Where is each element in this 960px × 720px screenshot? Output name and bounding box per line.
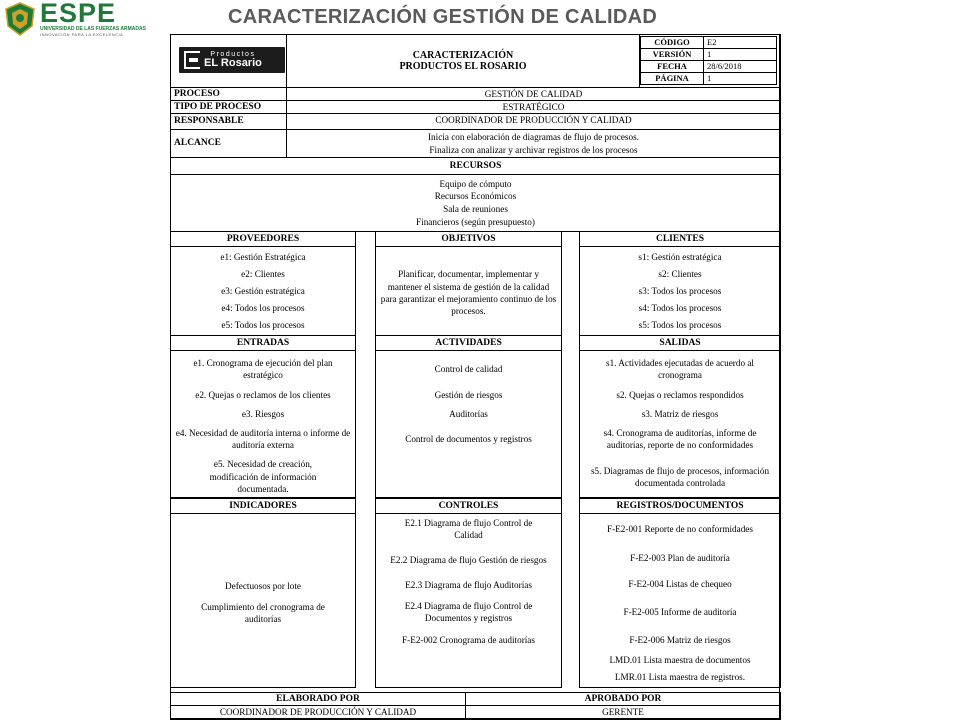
elaborado-value: COORDINADOR DE PRODUCCIÓN Y CALIDAD [170, 705, 466, 720]
meta-label-pagina: PÁGINA [640, 72, 704, 85]
entradas-list [171, 353, 355, 499]
recursos-list [170, 174, 781, 232]
proveedor-item: e4: Todos los procesos [221, 303, 305, 314]
company-logo-icon [184, 51, 200, 69]
registros-header: REGISTROS/DOCUMENTOS [579, 498, 781, 514]
meta-label-version: VERSIÓN [640, 48, 704, 61]
objetivos-header: OBJETIVOS [375, 231, 562, 247]
actividades-header: ACTIVIDADES [375, 335, 562, 351]
entrada-item: e3. Riesgos [241, 408, 285, 419]
meta-value-fecha: 28/6/2018 [703, 60, 777, 73]
registro-item: F-E2-003 Plan de auditoría [630, 552, 730, 563]
entrada-item: e5. Necesidad de creación, modificación de información documentada. [209, 459, 317, 495]
company-logo-name: EL Rosario [204, 56, 262, 69]
elaborado-label: ELABORADO POR [170, 692, 466, 706]
actividad-item: Control de calidad [434, 363, 503, 374]
entrada-item: e1. Cronograma de ejecución del plan estratégico [193, 357, 333, 380]
entrada-item: e4. Necesidad de auditoría interna o informe de auditoría externa [175, 427, 351, 450]
document-title-line1: CARACTERIZACIÓN [412, 49, 514, 61]
recurso-item: Recursos Económicos [434, 191, 517, 202]
entradas-header: ENTRADAS [170, 335, 356, 351]
indicadores-list [171, 578, 355, 631]
indicadores-header: INDICADORES [170, 498, 356, 514]
document-title-line2: PRODUCTOS EL ROSARIO [399, 61, 527, 72]
recurso-item: Sala de reuniones [443, 204, 508, 214]
registro-item: F-E2-006 Matriz de riesgos [629, 634, 731, 645]
actividad-item: Auditorías [449, 408, 488, 419]
cliente-item: s3: Todos los procesos [638, 286, 722, 297]
document-title [286, 34, 640, 88]
cliente-item: s2: Clientes [658, 269, 702, 280]
controles-header: CONTROLES [375, 498, 562, 514]
proceso-label: PROCESO [170, 87, 287, 101]
salida-item: s3. Matriz de riesgos [641, 408, 719, 419]
salidas-list [580, 353, 780, 499]
salida-item: s1. Actividades ejecutadas de acuerdo al cronograma [606, 357, 754, 380]
registro-item: F-E2-004 Listas de chequeo [628, 578, 732, 589]
espe-emblem-icon [4, 2, 36, 36]
controles-list [376, 514, 561, 650]
entrada-item: e2. Quejas o reclamos de los clientes [195, 389, 331, 400]
alcance-line2: Finaliza con analizar y archivar registros de los procesos [429, 144, 638, 155]
logo-subtitle: UNIVERSIDAD DE LAS FUERZAS ARMADAS [40, 26, 146, 32]
espe-logo [4, 2, 154, 36]
actividad-item: Control de documentos y registros [405, 433, 532, 444]
salida-item: s5. Diagramas de flujo de procesos, información documentada controlada [590, 465, 770, 488]
control-item: E2.3 Diagrama de flujo Auditorías [405, 579, 532, 590]
proveedor-item: e1: Gestión Estratégica [220, 252, 306, 263]
meta-label-fecha: FECHA [640, 60, 704, 73]
salida-item: s2. Quejas o reclamos respondidos [616, 389, 744, 400]
actividad-item: Gestión de riesgos [434, 389, 503, 400]
cliente-item: s5: Todos los procesos [638, 320, 722, 331]
indicador-item: Cumplimiento del cronograma de auditorías [201, 601, 325, 624]
registros-list [580, 514, 780, 686]
control-item: F-E2-002 Cronograma de auditorías [402, 634, 535, 645]
meta-value-version: 1 [703, 48, 777, 61]
registro-item: F-E2-001 Reporte de no conformidades [607, 523, 753, 534]
tipo-proceso-value: ESTRATÉGICO [286, 100, 781, 114]
cliente-item: s1: Gestión estratégica [638, 252, 722, 263]
alcance-value [286, 129, 781, 158]
recurso-item: Equipo de cómputo [439, 178, 512, 189]
registro-item: F-E2-005 Informe de auditoría [623, 606, 737, 617]
aprobado-value: GERENTE [465, 705, 781, 720]
proveedor-item: e5: Todos los procesos [221, 320, 305, 331]
proveedor-item: e3: Gestión estratégica [221, 286, 305, 297]
logo-tagline: INNOVACIÓN PARA LA EXCELENCIA [40, 32, 124, 37]
clientes-list [580, 249, 780, 334]
company-logo [179, 47, 285, 73]
registro-item: LMD.01 Lista maestra de documentos [609, 655, 751, 666]
salida-item: s4. Cronograma de auditorías, informe de auditorías, reporte de no conformidades [603, 427, 757, 450]
aprobado-label: APROBADO POR [465, 692, 781, 706]
logo-wordmark: ESPE [40, 0, 117, 28]
proceso-value: GESTIÓN DE CALIDAD [286, 87, 781, 101]
actividades-list [376, 353, 561, 455]
proveedores-list [171, 249, 355, 334]
responsable-label: RESPONSABLE [170, 113, 287, 130]
tipo-proceso-label: TIPO DE PROCESO [170, 100, 287, 114]
recurso-item: Financieros (según presupuesto) [416, 216, 535, 227]
page-title: CARACTERIZACIÓN GESTIÓN DE CALIDAD [228, 6, 658, 28]
salidas-header: SALIDAS [579, 335, 781, 351]
control-item: E2.1 Diagrama de flujo Control de Calidad [404, 517, 533, 540]
indicador-item: Defectuosos por lote [224, 581, 302, 592]
control-item: E2.4 Diagrama de flujo Control de Documentos y registros [404, 600, 533, 623]
responsable-value: COORDINADOR DE PRODUCCIÓN Y CALIDAD [286, 113, 781, 130]
meta-value-codigo: E2 [703, 36, 777, 49]
proveedores-header: PROVEEDORES [170, 231, 356, 247]
recursos-header: RECURSOS [170, 157, 781, 175]
clientes-header: CLIENTES [579, 231, 781, 247]
alcance-line1: Inicia con elaboración de diagramas de flujo de procesos. [428, 132, 639, 143]
meta-value-pagina: 1 [703, 72, 777, 85]
meta-label-codigo: CÓDIGO [640, 36, 704, 49]
control-item: E2.2 Diagrama de flujo Gestión de riesgos [390, 554, 547, 565]
company-logo-small: Productos [210, 50, 256, 58]
cliente-item: s4: Todos los procesos [638, 303, 722, 314]
proveedor-item: e2: Clientes [241, 269, 285, 280]
alcance-label: ALCANCE [170, 129, 287, 158]
objetivos-text: Planificar, documentar, implementar y mantener el sistema de gestión de la calidad para garantizar el mejoramiento continuo de los procesos. [380, 269, 557, 317]
registro-item: LMR.01 Lista maestra de registros. [614, 672, 746, 683]
characterization-form [170, 34, 780, 719]
